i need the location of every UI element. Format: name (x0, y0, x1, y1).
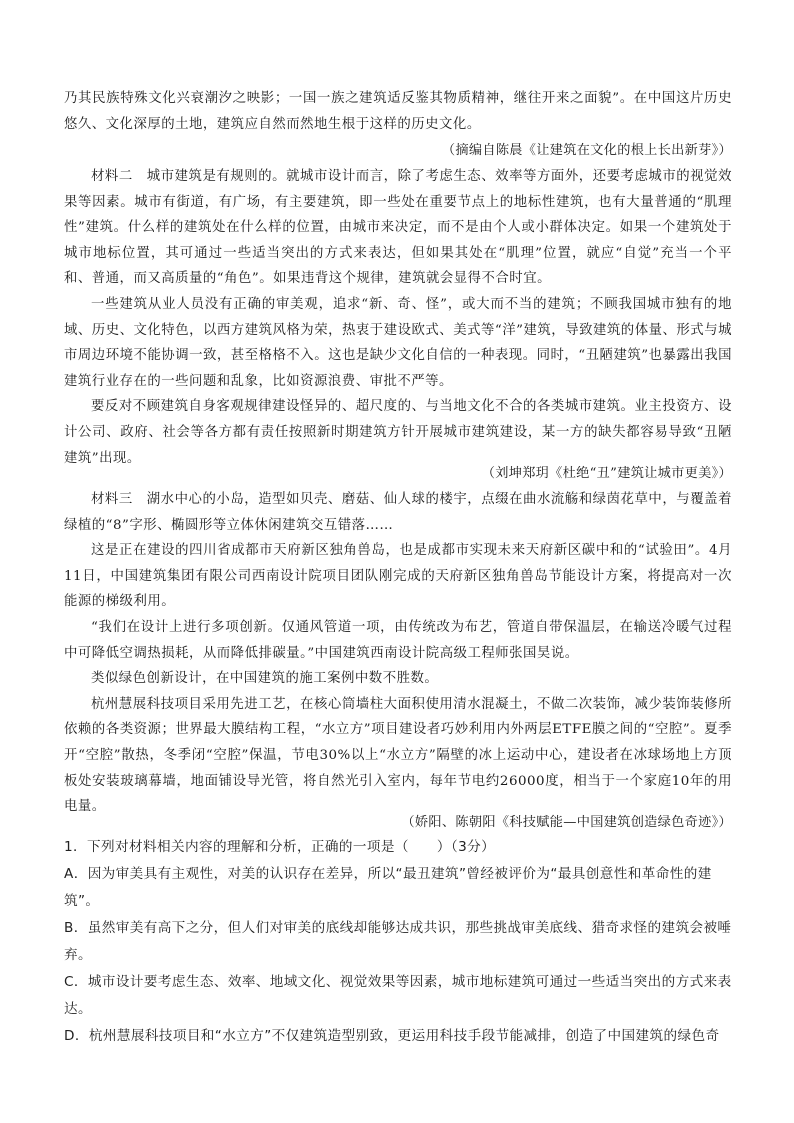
paragraph: 杭州慧展科技项目采用先进工艺，在核心筒墙柱大面积使用清水混凝土，不做二次装饰，减少装饰装修所依赖的各类资源；世界最大膜结构工程，“水立方”项目建设者巧妙利用内外两层ETFE膜之间的“空腔”。夏季开“空腔”散热，冬季闭“空腔”保温，节电30%以上“水立方”隔壁的冰上运动中心，建设者在冰球场地上方顶板处安装玻璃幕墙，地面铺设导光管，将自然光引入室内，每年节电约26000度，相当于一个家庭10年的用电量。 (64, 696, 732, 815)
material-three (64, 487, 732, 820)
paragraph: 类似绿色创新设计，在中国建筑的施工案例中数不胜数。 (91, 671, 439, 687)
source-citation-2 (64, 461, 732, 487)
paragraph: “我们在设计上进行多项创新。仅通风管道一项，由传统改为布艺，管道自带保温层，在输送冷暖气过程中可降低空调热损耗，从而降低排碳量。”中国建筑西南设计院高级工程师张国昊说。 (64, 619, 732, 661)
paragraph: 材料三 湖水中心的小岛，造型如贝壳、磨菇、仙人球的楼宇，点缀在曲水流觞和绿茵花草中，与覆盖着绿植的“8”字形、椭圆形等立体休闲建筑交互错落…… (64, 492, 732, 533)
paragraph: 乃其民族特殊文化兴衰潮汐之映影；一国一族之建筑适反鉴其物质精神，继往开来之面貌”。在中国这片历史悠久、文化深厚的土地，建筑应自然而然地生根于这样的历史文化。 (64, 91, 732, 132)
source-citation-3 (64, 810, 732, 836)
source-citation-1 (64, 138, 732, 164)
question-stem: 1．下列对材料相关内容的理解和分析，正确的一项是（ ）（3分） (64, 839, 496, 855)
question-1 (64, 834, 732, 1050)
option-c[interactable]: C．城市设计要考虑生态、效率、地域文化、视觉效果等因素，城市地标建筑可通过一些适当突出的方式来表达。 (64, 974, 732, 1017)
paragraph: 要反对不顾建筑自身客观规律建设怪异的、超尺度的、与当地文化不合的各类城市建筑。业主投资方、设计公司、政府、社会等各方都有责任按照新时期建筑方针开展城市建筑建设，某一方的缺失都容易导致“丑陋建筑”出现。 (64, 399, 732, 466)
citation: （摘编自陈晨《让建筑在文化的根上长出新芽》） (441, 143, 732, 158)
citation: （娇阳、陈朝阳《科技赋能—中国建筑创造绿色奇迹》） (401, 815, 732, 830)
paragraph: 一些建筑从业人员没有正确的审美观，追求“新、奇、怪”，或大而不当的建筑；不顾我国城市独有的地域、历史、文化特色，以西方建筑风格为荣，热衷于建设欧式、美式等“洋”建筑，导致建筑的体量、形式与城市周边环境不能协调一致，甚至格格不入。这也是缺少文化自信的一种表现。同时，“丑陋建筑”也暴露出我国建筑行业存在的一些问题和乱象，比如资源浪费、审批不严等。 (64, 296, 732, 389)
material-two (64, 164, 732, 471)
option-a[interactable]: A．因为审美具有主观性，对美的认识存在差异，所以“最丑建筑”曾经被评价为“最具创意性和革命性的建筑”。 (64, 866, 712, 909)
paragraph: 材料二 城市建筑是有规则的。就城市设计而言，除了考虑生态、效率等方面外，还要考虑城市的视觉效果等因素。城市有街道，有广场，有主要建筑，即一些处在重要节点上的地标性建筑，也有大量普通的“肌理性”建筑。什么样的建筑处在什么样的位置，由城市来决定，而不是由个人或小群体决定。如果一个建筑处于城市地标位置，其可通过一些适当突出的方式来表达，但如果其处在“肌理”位置，就应“自觉”充当一个平和、普通，而又高质量的“角色”。如果违背这个规律，建筑就会显得不合时宜。 (64, 169, 732, 287)
option-b[interactable]: B．虽然审美有高下之分，但人们对审美的底线却能够达成共识，那些挑战审美底线、猎奇求怪的建筑会被唾弃。 (64, 920, 732, 963)
option-d[interactable]: D．杭州慧展科技项目和“水立方”不仅建筑造型别致，更运用科技手段节能减排，创造了中国建筑的绿色奇 (64, 1028, 720, 1044)
citation: （刘坤郑玥《杜绝“丑”建筑让城市更美》） (481, 466, 732, 481)
paragraph: 这是正在建设的四川省成都市天府新区独角兽岛，也是成都市实现未来天府新区碳中和的“试验田”。4月11日，中国建筑集团有限公司西南设计院项目团队刚完成的天府新区独角兽岛节能设计方案，将提高对一次能源的梯级利用。 (64, 543, 732, 610)
material-one-tail (64, 86, 732, 137)
